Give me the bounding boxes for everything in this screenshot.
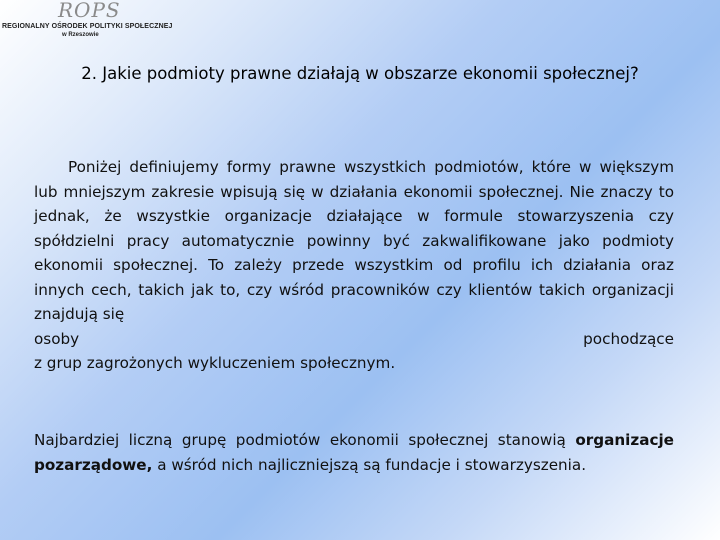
paragraph-1-last-line: z grup zagrożonych wykluczeniem społecznym.: [34, 354, 396, 372]
paragraph-1-split-line: [34, 327, 674, 352]
paragraph-1: [34, 155, 674, 376]
paragraph-1-text: Poniżej definiujemy formy prawne wszystkich podmiotów, które w większym lub mniejszym zakresie wpisują się w działania ekonomii społecznej. Nie znaczy to jednak, że wszystkie organizacje działające w formule stowarzyszenia czy spółdzielni pracy automatycznie powinny być zakwalifikowane jako podmioty ekonomii społecznej. To zależy przede wszystkim od profilu ich działania oraz innych cech, takich jak to, czy wśród pracowników czy klientów takich organizacji znajdują się: [34, 158, 674, 323]
paragraph-1-word-right: pochodzące: [583, 329, 674, 348]
logo-mark: ROPS: [58, 0, 121, 22]
paragraph-2-after: a wśród nich najliczniejszą są fundacje i stowarzyszenia.: [152, 455, 587, 474]
paragraph-1-word-left: osoby: [34, 329, 80, 348]
paragraph-2: [34, 428, 674, 477]
logo-org-name: REGIONALNY OŚRODEK POLITYKI SPOŁECZNEJ: [2, 23, 173, 30]
logo-location: w Rzeszowie: [62, 32, 99, 38]
slide-title: 2. Jakie podmioty prawne działają w obszarze ekonomii społecznej?: [81, 64, 639, 83]
rops-logo: [0, 0, 173, 44]
paragraph-2-before: Najbardziej liczną grupę podmiotów ekonomii społecznej stanowią: [34, 431, 576, 449]
paragraph-2-bold: organizacje pozarządowe,: [34, 431, 674, 474]
